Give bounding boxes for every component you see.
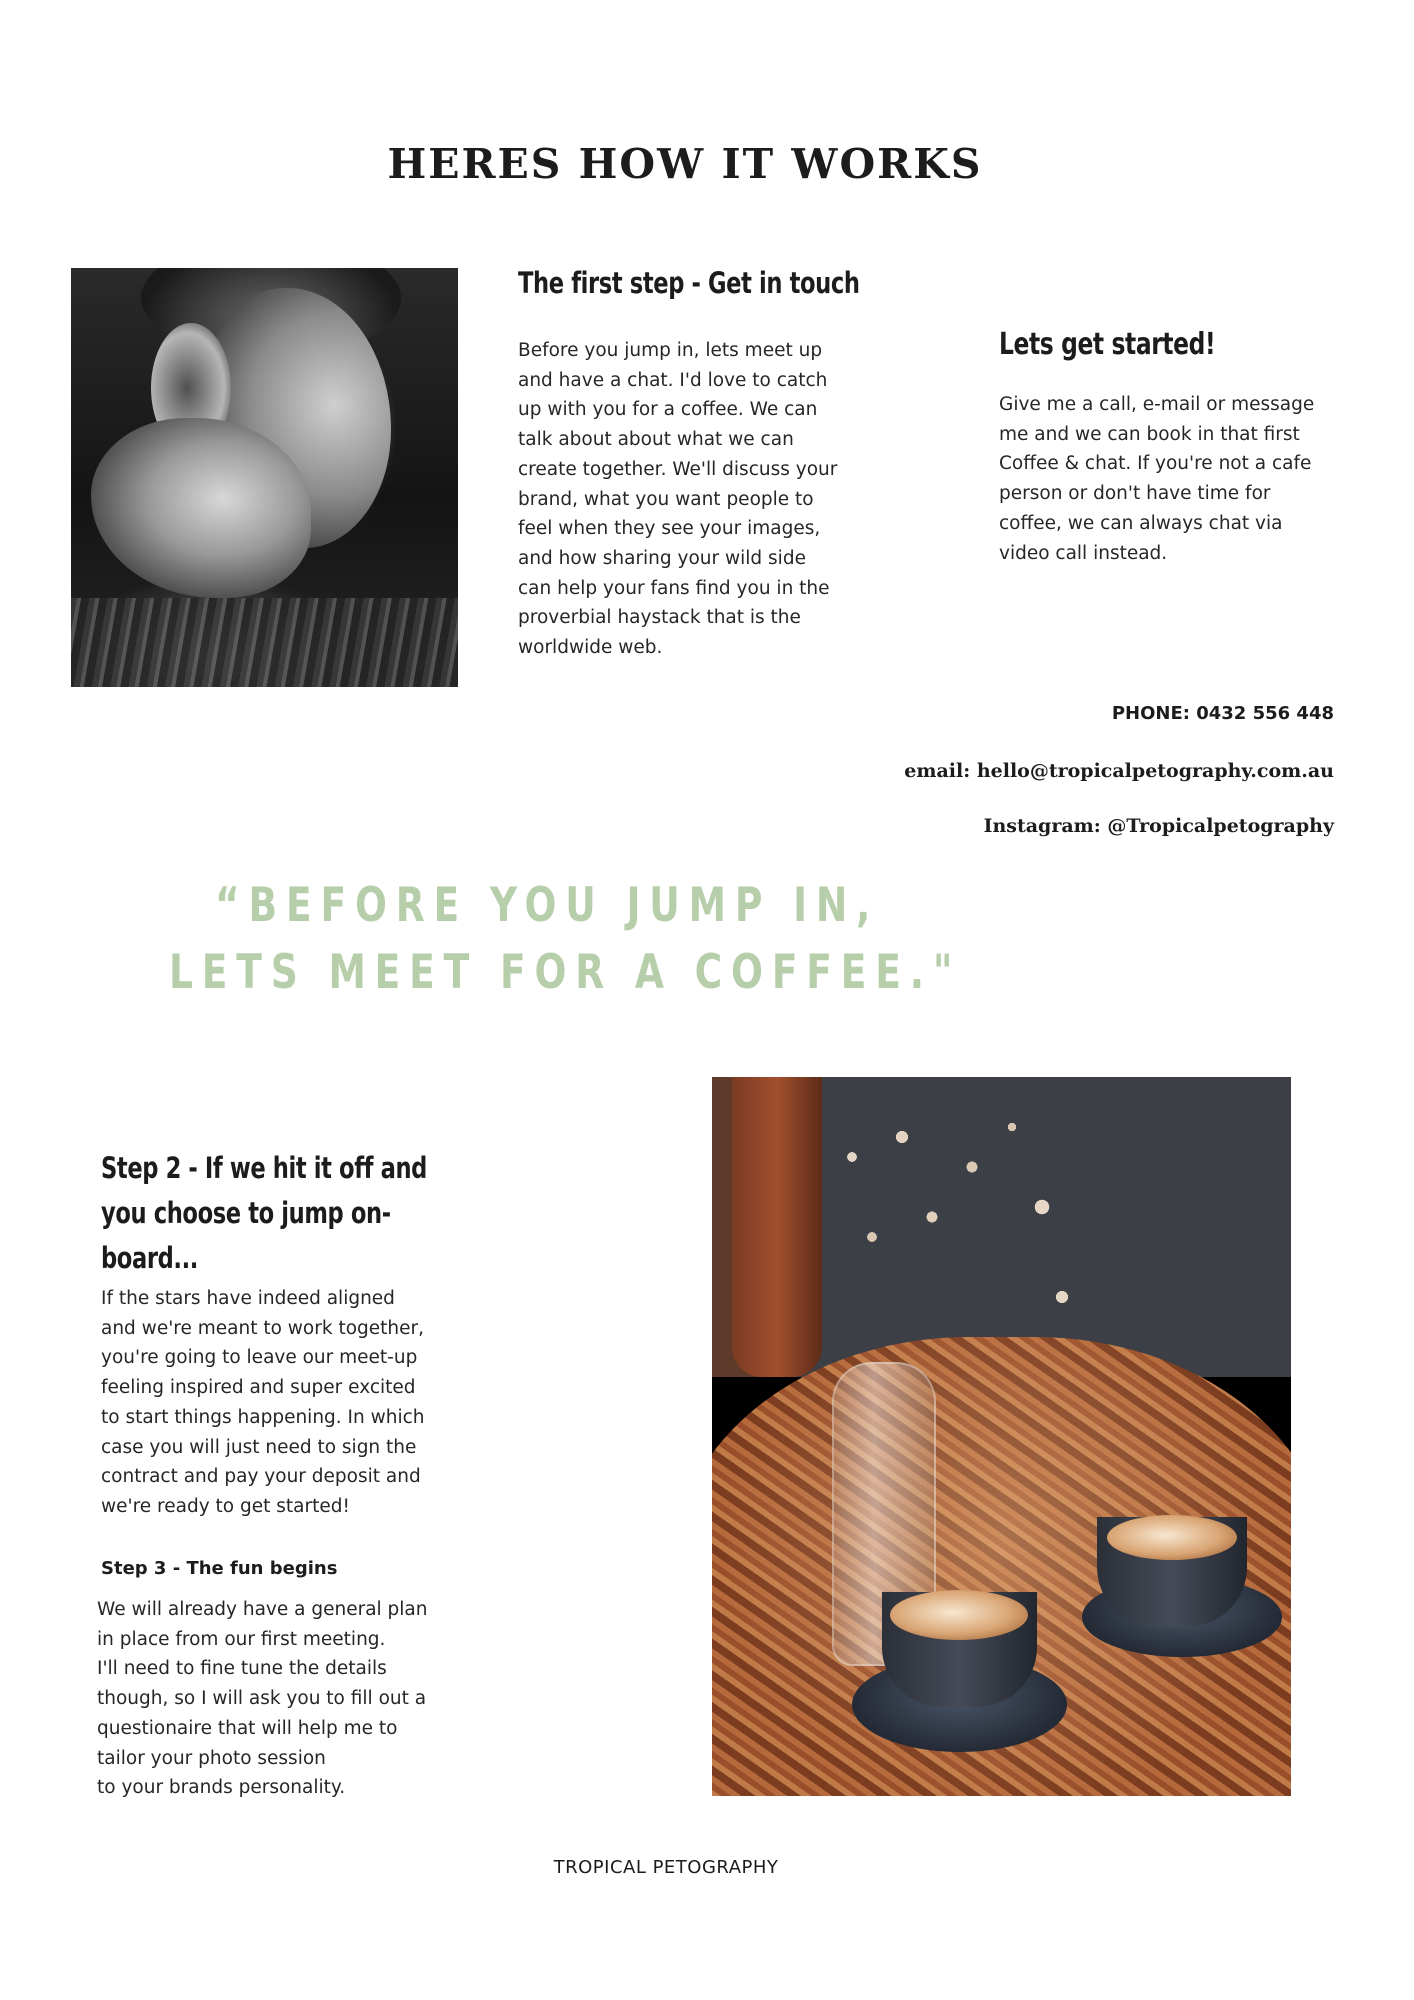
page-title: HERES HOW IT WORKS [387, 140, 983, 188]
coffee-photo [712, 1077, 1291, 1796]
child-photo [71, 268, 458, 687]
step2-title-line-2: you choose to jump on- [101, 1196, 391, 1230]
email-link[interactable]: email: hello@tropicalpetography.com.au [904, 760, 1334, 782]
step1-body: Before you jump in, lets meet up and have a chat. I'd love to catch up with you for a coffee. We can talk about about what we can create together. We'll discuss your brand, what you want people to feel when they see your images, and how sharing your wild side can help your fans find you in the proverbial haystack that is the worldwide web. [518, 340, 838, 659]
step1-title: The first step - Get in touch [518, 266, 860, 300]
step3-body: We will already have a general plan in place from our first meeting. I'll need to fine tune the details though, so I will ask you to fill out a questionaire that will help me to tailor your photo session to your brands personality. [97, 1599, 428, 1799]
footer-brand: TROPICAL PETOGRAPHY [553, 1857, 779, 1878]
get-started-body: Give me a call, e-mail or message me and we can book in that first Coffee & chat. If you're not a cafe person or don't have time for coffee, we can always chat via video call instead. [999, 394, 1315, 564]
quote-line-2: LETS MEET FOR A COFFEE." [169, 945, 962, 1000]
step2-body: If the stars have indeed aligned and we're meant to work together, you're going to leave our meet-up feeling inspired and super excited to start things happening. In which case you will just need to sign the contract and pay your deposit and we're ready to get started! [101, 1288, 425, 1517]
step2-title-line-1: Step 2 - If we hit it off and [101, 1151, 427, 1185]
phone-text: PHONE: 0432 556 448 [1111, 703, 1334, 724]
quote-line-1: “BEFORE YOU JUMP IN, [215, 878, 880, 933]
step3-title: Step 3 - The fun begins [101, 1558, 338, 1579]
instagram-link[interactable]: Instagram: @Tropicalpetography [983, 815, 1334, 837]
get-started-title: Lets get started! [999, 327, 1216, 362]
step2-title-line-3: board... [101, 1241, 199, 1275]
